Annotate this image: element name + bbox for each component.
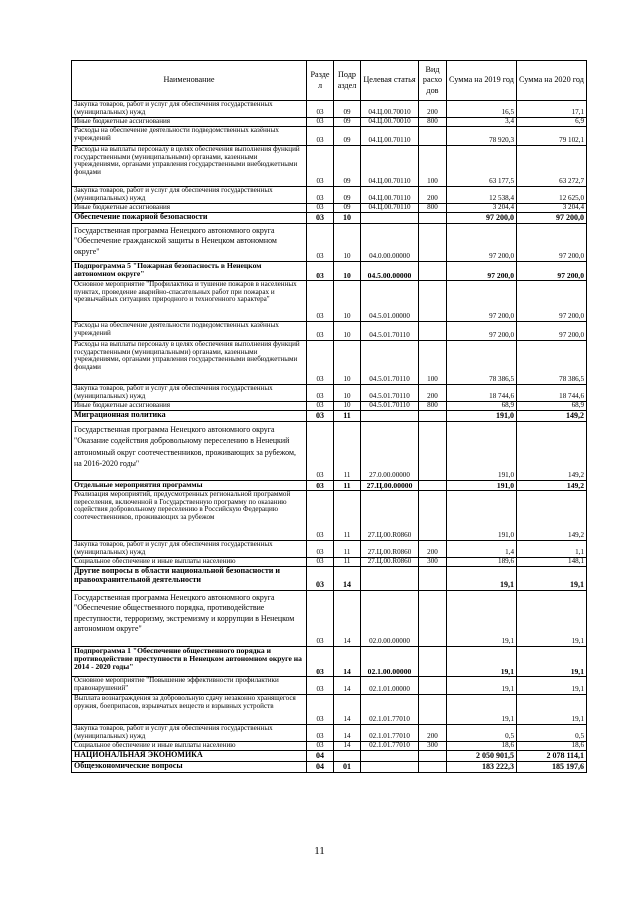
row-podrazdel: 10 [334,281,361,322]
row-sum-2020: 148,1 [517,558,587,567]
row-name: Основное мероприятие "Повышение эффективности профилактики правонарушений" [72,677,307,695]
row-celevaya: 27.Ц.00.00000 [361,481,419,491]
row-podrazdel: 11 [334,558,361,567]
row-name: Закупка товаров, работ и услуг для обеспечения государственных (муниципальных) нужд [72,187,307,204]
row-vid: 200 [419,385,447,402]
row-name: Подпрограмма 5 "Пожарная безопасность в Ненецком автономном округе" [72,262,307,281]
row-vid [419,322,447,341]
row-sum-2020: 149,2 [517,422,587,481]
row-celevaya [361,751,419,762]
row-sum-2020: 63 272,7 [517,146,587,187]
row-name: Закупка товаров, работ и услуг для обеспечения государственных (муниципальных) нужд [72,385,307,402]
row-sum-2020: 149,2 [517,411,587,422]
row-name: Иные бюджетные ассигнования [72,118,307,127]
row-razdel: 03 [307,402,334,411]
row-sum-2019: 19,1 [447,677,517,695]
row-name: Основное мероприятие "Профилактика и тушение пожаров в населенных пунктах, проведение аварийно-спасательных работ при пожарах и чрезвычайных ситуациях природного и техногенного характера" [72,281,307,322]
row-name: Социальное обеспечение и иные выплаты населению [72,558,307,567]
table-row [72,491,587,541]
row-vid [419,481,447,491]
row-celevaya: 04.5.01.70110 [361,385,419,402]
row-razdel: 03 [307,262,334,281]
row-celevaya: 02.1.01.77010 [361,742,419,751]
row-vid [419,751,447,762]
row-razdel: 03 [307,725,334,742]
row-name: Закупка товаров, работ и услуг для обеспечения государственных (муниципальных) нужд [72,725,307,742]
row-podrazdel: 10 [334,262,361,281]
row-vid [419,567,447,591]
row-name: Обеспечение пожарной безопасности [72,213,307,224]
row-razdel: 03 [307,385,334,402]
row-sum-2019: 63 177,5 [447,146,517,187]
row-razdel: 03 [307,146,334,187]
row-vid [419,695,447,725]
table-row [72,558,587,567]
row-sum-2019: 97 200,0 [447,322,517,341]
row-podrazdel: 09 [334,101,361,118]
row-name: Расходы на обеспечение деятельности подведомственных казённых учреждений [72,322,307,341]
table-row [72,647,587,677]
row-podrazdel: 11 [334,481,361,491]
row-sum-2020: 97 200,0 [517,281,587,322]
row-vid: 800 [419,118,447,127]
row-celevaya: 04.Ц.00.70110 [361,127,419,146]
row-podrazdel: 11 [334,411,361,422]
row-podrazdel: 10 [334,402,361,411]
row-sum-2019: 68,9 [447,402,517,411]
row-sum-2019: 3,4 [447,118,517,127]
table-row [72,118,587,127]
row-name: Закупка товаров, работ и услуг для обеспечения государственных (муниципальных) нужд [72,541,307,558]
row-sum-2020: 19,1 [517,567,587,591]
row-celevaya: 27.Ц.00.R0860 [361,491,419,541]
table-row [72,695,587,725]
row-sum-2020: 97 200,0 [517,262,587,281]
row-celevaya [361,411,419,422]
row-sum-2019: 191,0 [447,422,517,481]
row-sum-2020: 79 102,1 [517,127,587,146]
row-sum-2020: 97 200,0 [517,224,587,262]
row-celevaya: 27.0.00.00000 [361,422,419,481]
row-name: Расходы на выплаты персоналу в целях обеспечения выполнения функций государственными (муниципальными) органами, казенными учреждениями, органами управления государственными внебюджетными фондами [72,341,307,385]
table-row [72,481,587,491]
row-sum-2019: 78 386,5 [447,341,517,385]
row-sum-2020: 6,9 [517,118,587,127]
row-podrazdel: 10 [334,341,361,385]
row-vid: 300 [419,558,447,567]
row-razdel: 03 [307,224,334,262]
row-razdel: 03 [307,127,334,146]
row-sum-2020: 12 625,0 [517,187,587,204]
table-row [72,281,587,322]
row-sum-2020: 17,1 [517,101,587,118]
row-podrazdel: 01 [334,762,361,773]
row-name: Отдельные мероприятия программы [72,481,307,491]
row-sum-2019: 97 200,0 [447,262,517,281]
row-podrazdel: 14 [334,677,361,695]
header-vid-rashodov: Вид расхо дов [419,61,447,101]
table-row [72,146,587,187]
header-razdel: Разде л [307,61,334,101]
table-row [72,411,587,422]
row-sum-2019: 19,1 [447,567,517,591]
row-celevaya: 02.0.00.00000 [361,591,419,647]
row-sum-2019: 97 200,0 [447,281,517,322]
row-celevaya: 04.Ц.00.70010 [361,101,419,118]
row-razdel: 03 [307,677,334,695]
row-celevaya: 04.5.01.70110 [361,402,419,411]
row-name: Закупка товаров, работ и услуг для обеспечения государственных (муниципальных) нужд [72,101,307,118]
row-razdel: 03 [307,341,334,385]
row-razdel: 03 [307,541,334,558]
table-row [72,224,587,262]
row-name: Государственная программа Ненецкого автономного округа "Обеспечение гражданской защиты в Ненецком автономном округе" [72,224,307,262]
row-sum-2020: 19,1 [517,677,587,695]
row-sum-2019: 78 920,3 [447,127,517,146]
table-row [72,101,587,118]
header-name: Наименование [72,61,307,101]
row-podrazdel: 14 [334,725,361,742]
row-vid: 200 [419,725,447,742]
table-row [72,567,587,591]
row-sum-2019: 189,6 [447,558,517,567]
row-podrazdel: 14 [334,695,361,725]
row-sum-2020: 68,9 [517,402,587,411]
row-vid [419,224,447,262]
row-vid [419,262,447,281]
table-row [72,742,587,751]
row-sum-2020: 3 204,4 [517,204,587,213]
row-razdel: 03 [307,281,334,322]
row-vid: 300 [419,742,447,751]
table-header-row [72,61,587,101]
row-sum-2020: 78 386,5 [517,341,587,385]
row-vid [419,213,447,224]
row-name: Государственная программа Ненецкого автономного округа "Обеспечение общественного порядка, противодействие преступности, терроризму, экстремизму и коррупции в Ненецком автономном округе" [72,591,307,647]
row-sum-2020: 1,1 [517,541,587,558]
row-sum-2020: 19,1 [517,695,587,725]
table-row [72,213,587,224]
row-vid: 800 [419,402,447,411]
row-sum-2019: 18 744,6 [447,385,517,402]
table-row [72,262,587,281]
row-sum-2019: 19,1 [447,591,517,647]
row-name: Общеэкономические вопросы [72,762,307,773]
row-celevaya: 04.5.01.00000 [361,281,419,322]
row-podrazdel: 11 [334,541,361,558]
row-celevaya: 02.1.01.77010 [361,695,419,725]
row-vid [419,422,447,481]
table-row [72,541,587,558]
row-sum-2020: 0,5 [517,725,587,742]
row-sum-2019: 97 200,0 [447,224,517,262]
row-celevaya: 27.Ц.00.R0860 [361,541,419,558]
row-podrazdel: 09 [334,204,361,213]
row-name: Социальное обеспечение и иные выплаты населению [72,742,307,751]
row-podrazdel: 10 [334,385,361,402]
row-vid [419,677,447,695]
table-row [72,204,587,213]
row-vid [419,281,447,322]
row-podrazdel: 11 [334,491,361,541]
row-celevaya: 04.5.00.00000 [361,262,419,281]
row-vid [419,647,447,677]
row-sum-2019: 2 050 901,5 [447,751,517,762]
row-vid: 200 [419,101,447,118]
header-sum-2019: Сумма на 2019 год [447,61,517,101]
row-razdel: 03 [307,567,334,591]
row-celevaya: 02.1.01.00000 [361,677,419,695]
page-number: 11 [314,845,325,857]
row-sum-2019: 3 204,4 [447,204,517,213]
row-sum-2020: 18,6 [517,742,587,751]
row-sum-2019: 191,0 [447,491,517,541]
row-sum-2019: 19,1 [447,647,517,677]
row-podrazdel: 10 [334,322,361,341]
row-vid [419,127,447,146]
row-razdel: 03 [307,491,334,541]
row-name: Иные бюджетные ассигнования [72,402,307,411]
row-sum-2020: 19,1 [517,591,587,647]
row-razdel: 03 [307,204,334,213]
row-name: Государственная программа Ненецкого автономного округа "Оказание содействия добровольному переселению в Ненецкий автономный округ соотечественников, проживающих за рубежом, на 2016-2020 годы" [72,422,307,481]
row-name: Иные бюджетные ассигнования [72,204,307,213]
row-sum-2019: 18,6 [447,742,517,751]
row-razdel: 03 [307,422,334,481]
row-celevaya: 04.5.01.70110 [361,322,419,341]
row-sum-2020: 18 744,6 [517,385,587,402]
table-row [72,422,587,481]
row-sum-2020: 149,2 [517,481,587,491]
row-podrazdel: 09 [334,187,361,204]
header-celevaya-statya: Целевая статья [361,61,419,101]
row-vid [419,591,447,647]
row-celevaya: 02.1.00.00000 [361,647,419,677]
row-razdel: 03 [307,742,334,751]
row-razdel: 03 [307,213,334,224]
row-podrazdel [334,751,361,762]
row-name: Миграционная политика [72,411,307,422]
row-razdel: 03 [307,187,334,204]
row-podrazdel: 09 [334,146,361,187]
header-sum-2020: Сумма на 2020 год [517,61,587,101]
table-row [72,751,587,762]
row-name: Другие вопросы в области национальной безопасности и правоохранительной деятельности [72,567,307,591]
row-podrazdel: 11 [334,422,361,481]
row-sum-2019: 0,5 [447,725,517,742]
row-name: Реализация мероприятий, предусмотренных региональной программой переселения, включенной в Государственную программу по оказанию содействия добровольному переселению в Российскую Федерацию соотечественников, проживающих за рубежом [72,491,307,541]
table-row [72,402,587,411]
table-row [72,187,587,204]
row-celevaya: 04.Ц.00.70110 [361,146,419,187]
row-sum-2019: 16,5 [447,101,517,118]
row-vid: 800 [419,204,447,213]
row-celevaya: 02.1.01.77010 [361,725,419,742]
row-podrazdel: 10 [334,224,361,262]
table-row [72,677,587,695]
row-vid [419,411,447,422]
row-sum-2020: 97 200,0 [517,322,587,341]
row-podrazdel: 10 [334,213,361,224]
table-row [72,341,587,385]
row-razdel: 04 [307,751,334,762]
table-row [72,725,587,742]
row-sum-2019: 191,0 [447,411,517,422]
row-celevaya: 04.5.01.70110 [361,341,419,385]
row-razdel: 03 [307,695,334,725]
row-podrazdel: 14 [334,647,361,677]
table-row [72,762,587,773]
row-razdel: 03 [307,591,334,647]
row-razdel: 03 [307,481,334,491]
row-celevaya [361,762,419,773]
row-celevaya: 27.Ц.00.R0860 [361,558,419,567]
table-row [72,127,587,146]
row-sum-2019: 191,0 [447,481,517,491]
budget-table [71,60,587,773]
row-razdel: 03 [307,558,334,567]
row-sum-2020: 149,2 [517,491,587,541]
row-vid: 200 [419,541,447,558]
row-sum-2020: 19,1 [517,647,587,677]
row-razdel: 03 [307,411,334,422]
row-name: Расходы на обеспечение деятельности подведомственных казённых учреждений [72,127,307,146]
row-podrazdel: 14 [334,591,361,647]
row-celevaya: 04.Ц.00.70010 [361,118,419,127]
row-razdel: 03 [307,118,334,127]
row-podrazdel: 14 [334,742,361,751]
row-name: Расходы на выплаты персоналу в целях обеспечения выполнения функций государственными (муниципальными) органами, казенными учреждениями, органами управления государственными внебюджетными фондами [72,146,307,187]
row-sum-2019: 183 222,3 [447,762,517,773]
row-podrazdel: 09 [334,127,361,146]
row-podrazdel: 14 [334,567,361,591]
row-name: Подпрограмма 1 "Обеспечение общественного порядка и противодействие преступности в Ненецком автономном округе на 2014 - 2020 годы" [72,647,307,677]
row-sum-2020: 185 197,6 [517,762,587,773]
table-row [72,322,587,341]
row-razdel: 04 [307,762,334,773]
row-celevaya [361,567,419,591]
header-podrazdel: Подр аздел [334,61,361,101]
table-row [72,385,587,402]
row-razdel: 03 [307,322,334,341]
row-name: Выплата вознаграждения за добровольную сдачу незаконно хранящегося оружия, боеприпасов, взрывчатых веществ и взрывных устройств [72,695,307,725]
row-sum-2019: 1,4 [447,541,517,558]
row-vid [419,762,447,773]
row-sum-2019: 97 200,0 [447,213,517,224]
row-podrazdel: 09 [334,118,361,127]
row-sum-2020: 2 078 114,1 [517,751,587,762]
row-sum-2019: 12 538,4 [447,187,517,204]
row-celevaya: 04.Ц.00.70110 [361,204,419,213]
row-celevaya: 04.0.00.00000 [361,224,419,262]
row-sum-2020: 97 200,0 [517,213,587,224]
row-vid: 100 [419,146,447,187]
row-name: НАЦИОНАЛЬНАЯ ЭКОНОМИКА [72,751,307,762]
row-vid: 200 [419,187,447,204]
row-sum-2019: 19,1 [447,695,517,725]
table-row [72,591,587,647]
row-razdel: 03 [307,101,334,118]
row-razdel: 03 [307,647,334,677]
row-celevaya: 04.Ц.00.70110 [361,187,419,204]
row-vid [419,491,447,541]
row-celevaya [361,213,419,224]
row-vid: 100 [419,341,447,385]
